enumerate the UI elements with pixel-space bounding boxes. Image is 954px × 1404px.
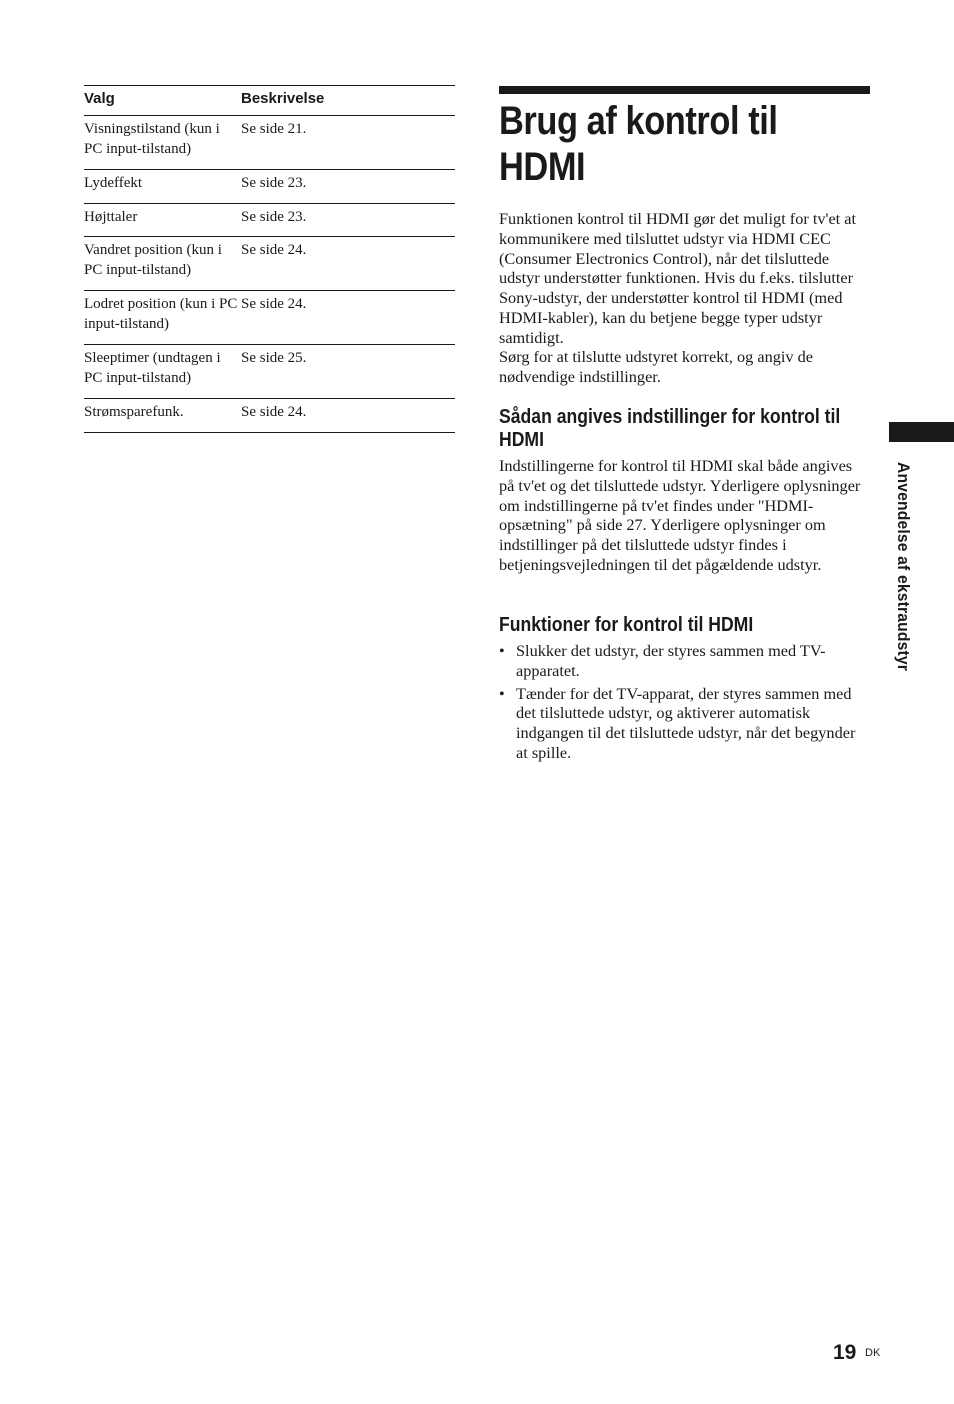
list-item-text: Tænder for det TV-apparat, der styres sammen med det tilsluttede udstyr, og aktiverer automatisk indgangen til det tilsluttede udstyr, når det begynder at spille.: [516, 683, 856, 762]
description-cell: Se side 24.: [241, 237, 455, 291]
section-tab-label: Anvendelse af ekstraudstyr: [894, 462, 913, 672]
description-cell: Se side 24.: [241, 399, 455, 433]
option-cell: Visningstilstand (kun i PC input-tilstand): [84, 116, 241, 170]
page-number: 19: [833, 1341, 857, 1364]
table-row: [84, 345, 455, 399]
option-cell: Vandret position (kun i PC input-tilstand): [84, 237, 241, 291]
description-cell: Se side 21.: [241, 116, 455, 170]
option-cell: Strømsparefunk.: [84, 399, 241, 433]
table-row: [84, 170, 455, 204]
title-rule: [499, 86, 870, 94]
table-row: [84, 203, 455, 237]
table-row: [84, 399, 455, 433]
description-cell: Se side 23.: [241, 170, 455, 204]
functions-list: [499, 641, 870, 766]
option-cell: Højttaler: [84, 203, 241, 237]
subheading-functions: Funktioner for kontrol til HDMI: [499, 614, 754, 636]
list-item-text: Slukker det udstyr, der styres sammen med TV-apparatet.: [516, 641, 826, 680]
description-cell: Se side 24.: [241, 291, 455, 345]
list-item: [499, 684, 870, 763]
table-row: [84, 116, 455, 170]
column-header-description: Beskrivelse: [241, 86, 455, 116]
settings-paragraph: Indstillingerne for kontrol til HDMI skal både angives på tv'et og det tilsluttede udstyr. Yderligere oplysninger om indstillingerne på tv'et findes under "HDMI-opsætning" på side 27. Yderligere oplysninger om indstillinger på det tilsluttede udstyr findes i betjeningsvejledningen til det pågældende udstyr.: [499, 456, 861, 574]
column-header-option: Valg: [84, 86, 241, 116]
bullet-icon: •: [499, 641, 505, 660]
table-row: [84, 237, 455, 291]
options-table: [84, 85, 455, 433]
intro-paragraph-2: Sørg for at tilslutte udstyret korrekt, og angiv de nødvendige indstillinger.: [499, 347, 813, 386]
page-language-code: DK: [865, 1347, 881, 1359]
description-cell: Se side 25.: [241, 345, 455, 399]
subheading-settings: Sådan angives indstillinger for kontrol til HDMI: [499, 406, 841, 451]
intro-paragraph: Funktionen kontrol til HDMI gør det muligt for tv'et at kommunikere med tilsluttet udstyr via HDMI CEC (Consumer Electronics Control), når det tilsluttede udstyr understøtter funktionen. Hvis du f.eks. tilslutter Sony-udstyr, der understøtter kontrol til HDMI (med HDMI-kabler), kan du betjene begge typer udstyr samtidigt.: [499, 209, 857, 347]
bullet-icon: •: [499, 683, 505, 703]
table-row: [84, 291, 455, 345]
section-tab-marker: [889, 422, 954, 442]
description-cell: Se side 23.: [241, 203, 455, 237]
page-title: Brug af kontrol til HDMI: [499, 99, 778, 189]
list-item: [499, 641, 870, 681]
option-cell: Sleeptimer (undtagen i PC input-tilstand): [84, 345, 241, 399]
table-header-row: [84, 86, 455, 116]
option-cell: Lydeffekt: [84, 170, 241, 204]
option-cell: Lodret position (kun i PC input-tilstand): [84, 291, 241, 345]
